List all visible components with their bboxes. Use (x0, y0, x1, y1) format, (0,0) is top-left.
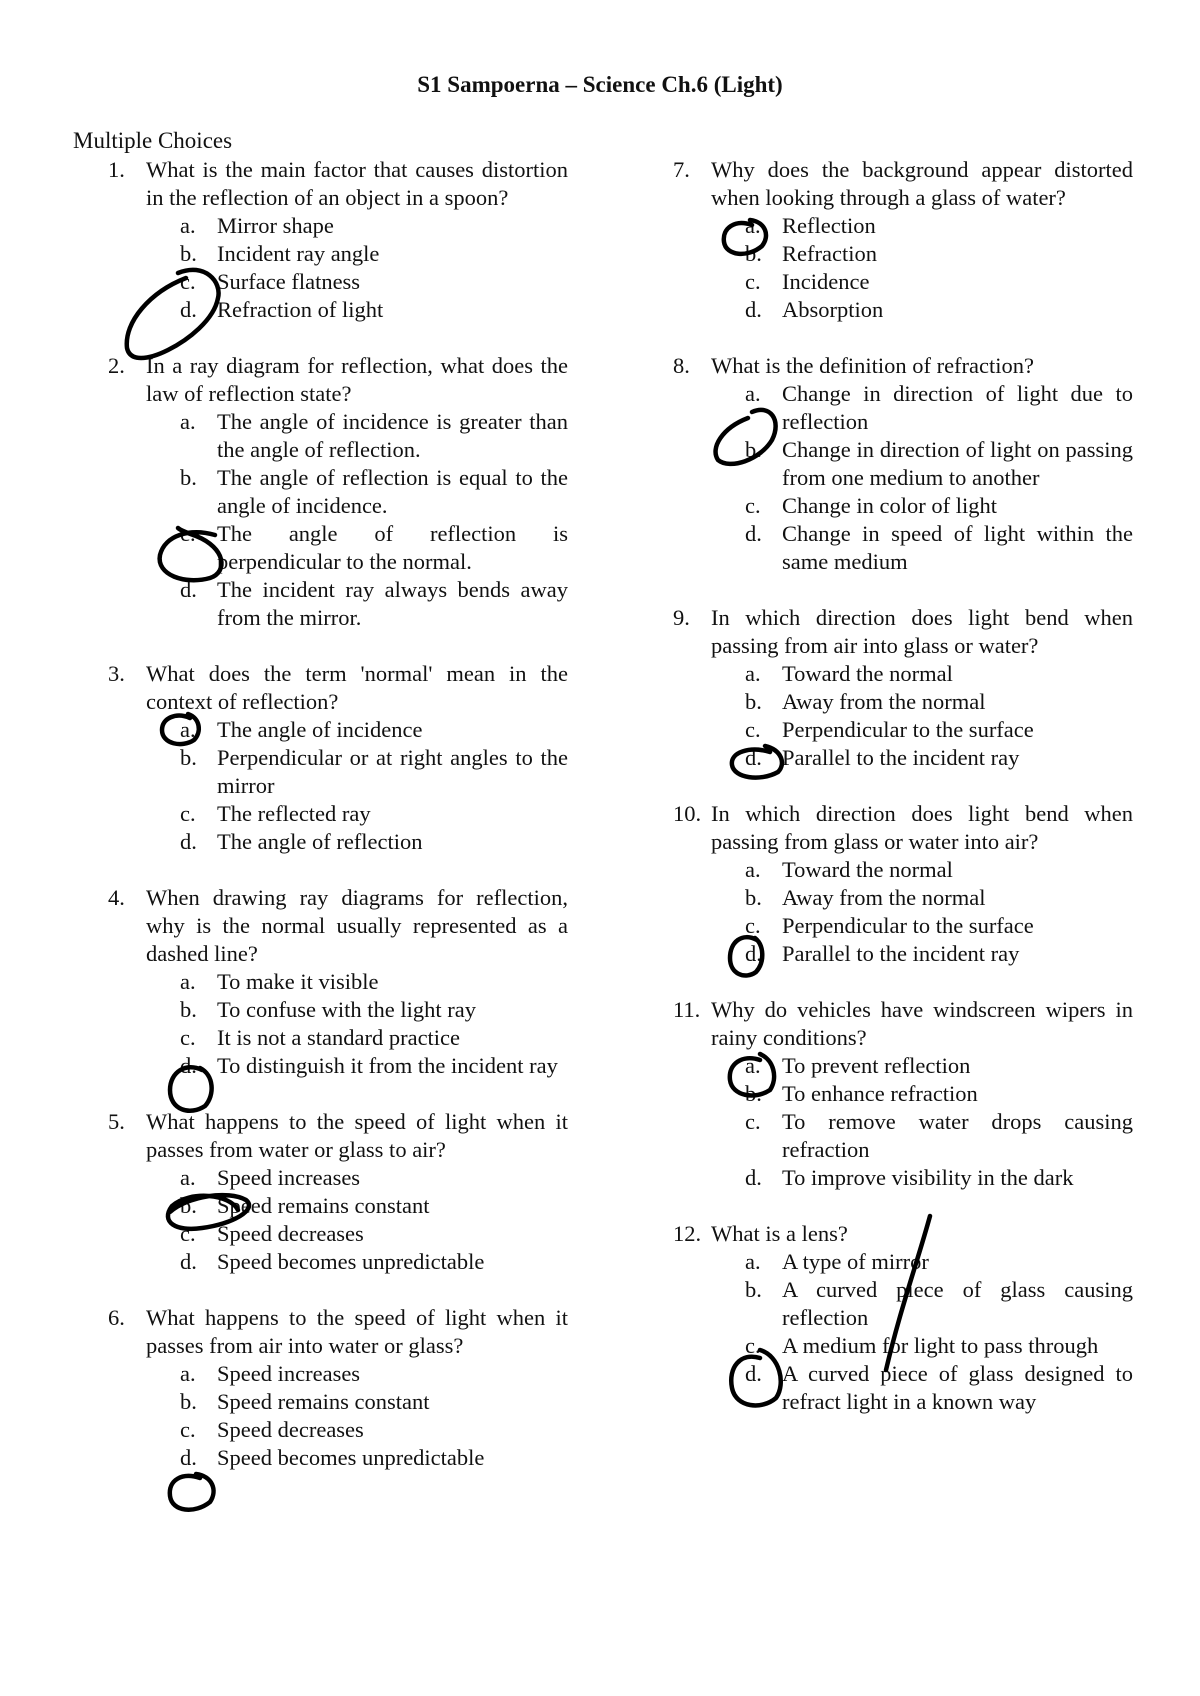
question-4 (108, 884, 568, 1080)
option-letter: a. (745, 857, 761, 882)
option-letter: b. (745, 1277, 762, 1302)
option-text: To confuse with the light ray (217, 997, 476, 1022)
question-10 (673, 800, 1133, 968)
answer-option (745, 856, 1133, 884)
answer-option (745, 744, 1133, 772)
answer-option (745, 1108, 1133, 1164)
answer-option (745, 884, 1133, 912)
option-letter: c. (180, 269, 196, 294)
option-letter: d. (745, 941, 762, 966)
answer-option (745, 1248, 1133, 1276)
answer-option (180, 1416, 568, 1444)
answer-option (745, 212, 1133, 240)
option-letter: d. (180, 1053, 197, 1078)
option-letter: a. (745, 381, 761, 406)
answer-option (745, 940, 1133, 968)
answer-option (745, 520, 1133, 576)
option-letter: b. (180, 241, 197, 266)
question-row (673, 604, 1133, 660)
question-text: What is the main factor that causes distortion in the reflection of an object in a spoon? (146, 157, 568, 210)
question-row (108, 1108, 568, 1164)
question-number: 5. (108, 1109, 125, 1134)
question-number: 6. (108, 1305, 125, 1330)
answer-option (180, 1052, 568, 1080)
question-number: 2. (108, 353, 125, 378)
option-text: Absorption (782, 297, 884, 322)
answer-option (745, 380, 1133, 436)
option-text: Change in speed of light within the same medium (782, 521, 1133, 574)
option-text: To enhance refraction (782, 1081, 978, 1106)
option-letter: c. (745, 493, 761, 518)
option-text: Parallel to the incident ray (782, 745, 1020, 770)
option-text: Perpendicular to the surface (782, 913, 1034, 938)
option-letter: b. (180, 1389, 197, 1414)
question-number: 8. (673, 353, 690, 378)
option-text: Speed becomes unpredictable (217, 1445, 485, 1470)
question-row (673, 1220, 1133, 1248)
question-number: 7. (673, 157, 690, 182)
question-row (108, 1304, 568, 1360)
option-text: Change in direction of light on passing from one medium to another (782, 437, 1133, 490)
option-letter: b. (180, 997, 197, 1022)
option-text: Parallel to the incident ray (782, 941, 1020, 966)
option-letter: d. (745, 521, 762, 546)
option-letter: a. (745, 1053, 761, 1078)
option-text: Perpendicular to the surface (782, 717, 1034, 742)
answer-option (180, 1220, 568, 1248)
question-row (673, 800, 1133, 856)
answer-option (180, 968, 568, 996)
option-text: Refraction of light (217, 297, 384, 322)
option-text: Perpendicular or at right angles to the mirror (217, 745, 568, 798)
answer-option (180, 240, 568, 268)
question-3 (108, 660, 568, 856)
option-text: Change in direction of light due to reflection (782, 381, 1133, 434)
option-letter: b. (745, 437, 762, 462)
option-text: The angle of incidence is greater than the angle of reflection. (217, 409, 568, 462)
section-heading: Multiple Choices (73, 128, 233, 153)
answer-option (180, 744, 568, 800)
answer-option (180, 408, 568, 464)
question-9 (673, 604, 1133, 772)
option-text: Speed remains constant (217, 1389, 430, 1414)
answer-mark-q6 (170, 1474, 214, 1510)
answer-option (180, 1248, 568, 1276)
option-letter: d. (180, 1445, 197, 1470)
option-letter: d. (745, 1165, 762, 1190)
option-letter: a. (180, 969, 196, 994)
option-letter: a. (745, 213, 761, 238)
option-text: A type of mirror (782, 1249, 929, 1274)
answer-option (180, 576, 568, 632)
answer-option (745, 1052, 1133, 1080)
question-text: What happens to the speed of light when it passes from water or glass to air? (146, 1109, 568, 1162)
option-text: Mirror shape (217, 213, 334, 238)
right-column (673, 156, 1133, 1416)
question-text: What is the definition of refraction? (711, 353, 1034, 378)
question-number: 12. (673, 1221, 702, 1246)
question-text: Why does the background appear distorted when looking through a glass of water? (711, 157, 1133, 210)
option-letter: a. (180, 1165, 196, 1190)
option-text: Surface flatness (217, 269, 361, 294)
answer-option (745, 1276, 1133, 1332)
answer-option (745, 1080, 1133, 1108)
option-text: Away from the normal (782, 689, 986, 714)
option-text: Away from the normal (782, 885, 986, 910)
option-letter: b. (745, 241, 762, 266)
question-text: What happens to the speed of light when it passes from air into water or glass? (146, 1305, 568, 1358)
answer-option (180, 212, 568, 240)
option-text: Reflection (782, 213, 876, 238)
option-text: Change in color of light (782, 493, 997, 518)
answer-option (180, 268, 568, 296)
option-letter: c. (180, 801, 196, 826)
option-letter: c. (180, 1221, 196, 1246)
option-letter: d. (745, 1361, 762, 1386)
question-text: What does the term 'normal' mean in the context of reflection? (146, 661, 568, 714)
answer-option (745, 268, 1133, 296)
option-text: To make it visible (217, 969, 379, 994)
answer-option (745, 716, 1133, 744)
option-text: The reflected ray (217, 801, 371, 826)
option-text: A curved piece of glass causing reflection (782, 1277, 1133, 1330)
option-text: The angle of reflection (217, 829, 423, 854)
option-letter: c. (745, 717, 761, 742)
option-text: Toward the normal (782, 661, 953, 686)
option-text: The angle of incidence (217, 717, 423, 742)
question-5 (108, 1108, 568, 1276)
answer-option (745, 492, 1133, 520)
option-letter: b. (180, 745, 197, 770)
answer-option (745, 660, 1133, 688)
option-letter: a. (745, 661, 761, 686)
answer-option (745, 1332, 1133, 1360)
question-number: 9. (673, 605, 690, 630)
question-number: 10. (673, 801, 702, 826)
option-text: It is not a standard practice (217, 1025, 461, 1050)
option-letter: a. (180, 409, 196, 434)
question-row (673, 996, 1133, 1052)
answer-option (180, 1444, 568, 1472)
option-text: Refraction (782, 241, 877, 266)
option-letter: d. (745, 297, 762, 322)
answer-option (180, 1360, 568, 1388)
answer-option (180, 800, 568, 828)
option-text: Speed decreases (217, 1221, 364, 1246)
question-row (108, 884, 568, 968)
question-number: 3. (108, 661, 125, 686)
answer-option (180, 464, 568, 520)
answer-option (180, 1024, 568, 1052)
answer-option (180, 520, 568, 576)
answer-option (745, 296, 1133, 324)
option-text: Incidence (782, 269, 870, 294)
option-text: To prevent reflection (782, 1053, 971, 1078)
option-text: To remove water drops causing refraction (782, 1109, 1133, 1162)
option-letter: b. (745, 885, 762, 910)
question-text: In which direction does light bend when passing from glass or water into air? (711, 801, 1133, 854)
question-row (108, 352, 568, 408)
question-2 (108, 352, 568, 632)
option-text: A curved piece of glass designed to refract light in a known way (782, 1361, 1133, 1414)
option-text: The incident ray always bends away from the mirror. (217, 577, 568, 630)
option-text: The angle of reflection is perpendicular to the normal. (217, 521, 568, 574)
question-1 (108, 156, 568, 324)
option-text: A medium for light to pass through (782, 1333, 1099, 1358)
question-12 (673, 1220, 1133, 1416)
question-6 (108, 1304, 568, 1472)
question-row (108, 660, 568, 716)
question-8 (673, 352, 1133, 576)
answer-option (180, 1164, 568, 1192)
question-text: In which direction does light bend when passing from air into glass or water? (711, 605, 1133, 658)
question-text: Why do vehicles have windscreen wipers in rainy conditions? (711, 997, 1133, 1050)
option-letter: c. (180, 1025, 196, 1050)
option-text: Speed increases (217, 1361, 361, 1386)
option-letter: c. (180, 521, 196, 546)
question-text: When drawing ray diagrams for reflection, why is the normal usually represented as a dashed line? (146, 885, 568, 966)
question-row (673, 156, 1133, 212)
answer-option (745, 436, 1133, 492)
answer-option (745, 240, 1133, 268)
option-text: Incident ray angle (217, 241, 380, 266)
option-letter: c. (745, 269, 761, 294)
question-11 (673, 996, 1133, 1192)
option-letter: d. (180, 297, 197, 322)
option-letter: a. (180, 213, 196, 238)
answer-option (180, 1388, 568, 1416)
option-letter: d. (745, 745, 762, 770)
question-row (108, 156, 568, 212)
question-number: 11. (673, 997, 701, 1022)
option-letter: c. (745, 913, 761, 938)
option-letter: b. (745, 1081, 762, 1106)
answer-option (180, 296, 568, 324)
question-text: What is a lens? (711, 1221, 848, 1246)
option-text: Speed becomes unpredictable (217, 1249, 485, 1274)
option-letter: c. (745, 1333, 761, 1358)
option-letter: a. (180, 717, 196, 742)
option-text: To distinguish it from the incident ray (217, 1053, 558, 1078)
option-letter: a. (180, 1361, 196, 1386)
option-letter: c. (745, 1109, 761, 1134)
question-number: 1. (108, 157, 125, 182)
question-number: 4. (108, 885, 125, 910)
option-letter: b. (180, 465, 197, 490)
question-text: In a ray diagram for reflection, what does the law of reflection state? (146, 353, 568, 406)
option-letter: d. (180, 829, 197, 854)
option-text: Speed decreases (217, 1417, 364, 1442)
option-text: The angle of reflection is equal to the angle of incidence. (217, 465, 568, 518)
answer-option (180, 996, 568, 1024)
question-7 (673, 156, 1133, 324)
option-text: Speed remains constant (217, 1193, 430, 1218)
option-letter: d. (180, 577, 197, 602)
option-letter: b. (180, 1193, 197, 1218)
page-title: S1 Sampoerna – Science Ch.6 (Light) (417, 72, 783, 97)
answer-option (745, 912, 1133, 940)
answer-option (180, 716, 568, 744)
option-text: Toward the normal (782, 857, 953, 882)
option-letter: a. (745, 1249, 761, 1274)
option-letter: b. (745, 689, 762, 714)
question-row (673, 352, 1133, 380)
answer-option (745, 688, 1133, 716)
option-text: Speed increases (217, 1165, 361, 1190)
option-letter: d. (180, 1249, 197, 1274)
answer-option (180, 1192, 568, 1220)
answer-option (745, 1360, 1133, 1416)
answer-option (180, 828, 568, 856)
option-letter: c. (180, 1417, 196, 1442)
answer-option (745, 1164, 1133, 1192)
option-text: To improve visibility in the dark (782, 1165, 1074, 1190)
left-column (108, 156, 568, 1472)
